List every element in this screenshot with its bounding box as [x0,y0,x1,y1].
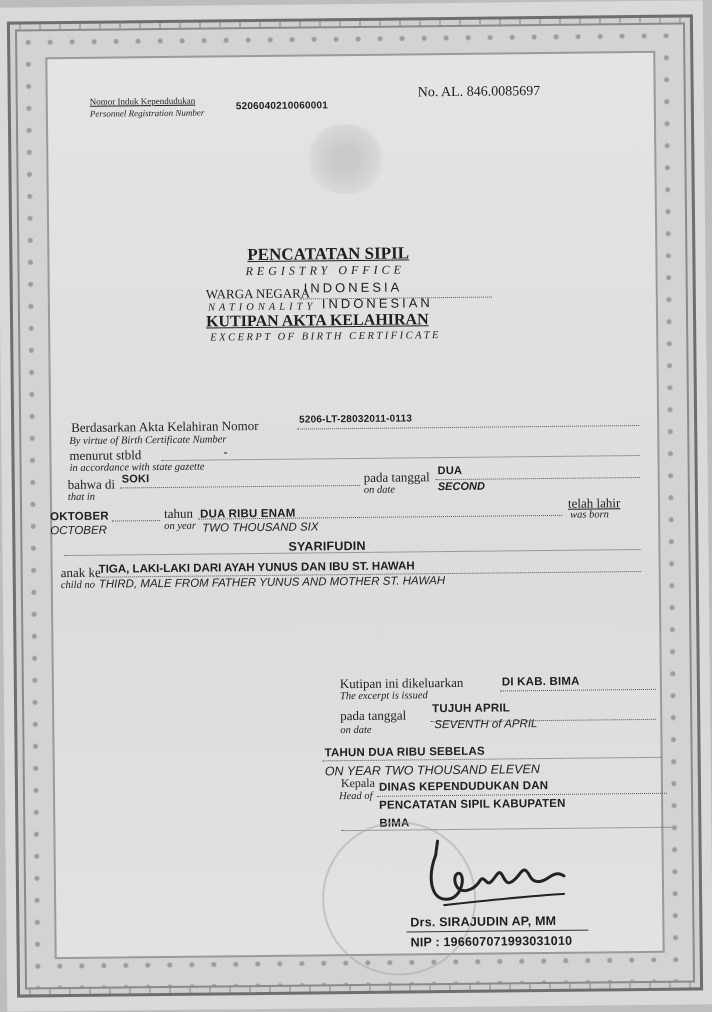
issued-place-value: DI KAB. BIMA [501,675,580,689]
birth-year-value-en: TWO THOUSAND SIX [202,521,319,535]
born-label: telah lahir [567,495,621,511]
nationality-value: INDONESIAN [321,295,433,312]
child-order-label: anak ke [60,564,101,581]
child-name-value: SYARIFUDIN [288,538,366,554]
stbld-value: - [223,445,228,460]
agency-line-2: PENCATATAN SIPIL KABUPATEN [379,797,566,812]
cert-number-value: 5206-LT-28032011-0113 [299,413,413,426]
document-title-en: EXCERPT OF BIRTH CERTIFICATE [210,330,441,344]
issue-date-label: pada tanggal [340,707,407,724]
serial-number: No. AL. 846.0085697 [417,84,541,101]
date-label: pada tanggal [363,469,430,485]
issued-label-en: The excerpt is issued [339,690,428,703]
birth-year-value: DUA RIBU ENAM [200,507,296,521]
office-title-en: REGISTRY OFFICE [245,262,406,279]
issue-date-value-en: SEVENTH of APRIL [434,718,538,732]
birth-month-value-en: OCTOBER [50,524,107,538]
issue-date-value: TUJUH APRIL [432,702,511,716]
birthplace-value: SOKI [121,473,150,486]
citizenship-value: INDONESIA [303,279,403,296]
issue-year-value: TAHUN DUA RIBU SEBELAS [324,745,485,760]
place-label-en: that in [67,491,96,504]
cert-number-label: Berdasarkan Akta Kelahiran Nomor [71,418,259,435]
birth-day-value: DUA [437,464,463,478]
birth-month-value: OKTOBER [50,510,109,524]
nik-value: 5206040210060001 [235,100,329,113]
official-nip: NIP : 196607071993031010 [410,933,573,950]
place-label: bahwa di [67,476,116,493]
signature-icon [423,834,574,916]
stbld-label-en: in accordance with state gazette [69,461,205,474]
nationality-label: NATIONALITY [207,301,317,314]
issue-year-value-en: ON YEAR TWO THOUSAND ELEVEN [324,762,540,779]
year-label-en: on year [164,520,197,532]
head-label: Kepala [340,775,375,791]
birth-day-value-en: SECOND [437,480,485,494]
agency-line-1: DINAS KEPENDUDUKAN DAN [378,779,549,794]
nik-label: Nomor Induk Kependudukan [89,95,196,107]
child-order-value: TIGA, LAKI-LAKI DARI AYAH YUNUS DAN IBU ST. HAWAH [98,560,415,576]
agency-line-3: BIMA [379,817,410,830]
issue-date-label-en: on date [340,724,372,737]
born-label-en: was born [570,509,609,521]
citizenship-label: WARGA NEGARA [205,285,311,302]
head-label-en: Head of [338,790,373,803]
issued-label: Kutipan ini dikeluarkan [339,674,464,692]
child-order-label-en: child no [60,579,95,592]
document-title: KUTIPAN AKTA KELAHIRAN [205,311,429,331]
year-label: tahun [163,505,194,521]
child-order-value-en: THIRD, MALE FROM FATHER YUNUS AND MOTHER ST. HAWAH [98,575,446,591]
cert-number-label-en: By virtue of Birth Certificate Number [69,434,227,447]
date-label-en: on date [363,484,396,496]
nik-label-en: Personnel Registration Number [89,107,205,119]
office-title: PENCATATAN SIPIL [247,243,410,265]
official-name: Drs. SIRAJUDIN AP, MM [410,913,557,930]
stbld-label: menurut stbld [69,447,142,463]
